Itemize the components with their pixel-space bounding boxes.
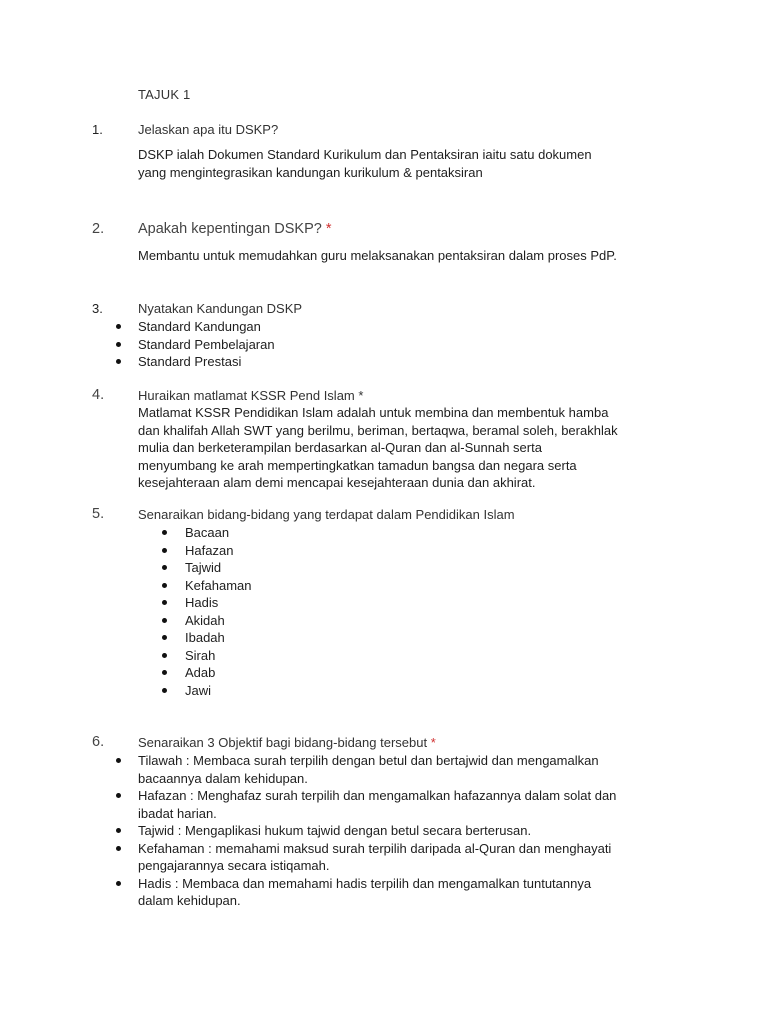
list-item: Standard Kandungan [138,318,275,336]
list-item-line: Hafazan : Menghafaz surah terpilih dan mengamalkan hafazannya dalam solat dan [138,788,617,803]
q4-answer-line: mulia dan berketerampilan berdasarkan al-Quran dan al-Sunnah serta [138,440,542,455]
list-item: Jawi [185,682,252,700]
q5-list [185,524,252,699]
q3-list [138,318,275,371]
q3-question: Nyatakan Kandungan DSKP [138,301,303,316]
list-item: Standard Prestasi [138,353,275,371]
q1-number: 1. [92,122,103,137]
q3-number: 3. [92,301,103,316]
list-item [138,787,698,822]
q4-number: 4. [92,387,105,403]
q2-question-text: Apakah kepentingan DSKP? [138,221,322,237]
list-item-line: pengajarannya secara istiqamah. [138,858,330,873]
required-star: * [430,735,436,750]
list-item-line: Kefahaman : memahami maksud surah terpilih daripada al-Quran dan menghayati [138,840,612,856]
list-item: Ibadah [185,629,252,647]
list-item: Akidah [185,612,252,630]
list-item: Hadis [185,594,252,612]
q2-number: 2. [92,221,105,237]
page-title: TAJUK 1 [138,87,191,102]
list-item [138,875,698,910]
list-item [138,752,698,787]
q1-answer-line: DSKP ialah Dokumen Standard Kurikulum dan Pentaksiran iaitu satu dokumen [138,147,592,162]
list-item: Standard Pembelajaran [138,336,275,352]
q5-number: 5. [92,506,105,522]
q4-answer-line: Matlamat KSSR Pendidikan Islam adalah untuk membina dan membentuk hamba [138,405,609,420]
list-item: Bacaan [185,524,252,542]
q1-question: Jelaskan apa itu DSKP? [138,122,279,137]
q1-answer [138,146,592,181]
list-item-line: dalam kehidupan. [138,893,241,908]
q6-question-text: Senaraikan 3 Objektif bagi bidang-bidang tersebut [138,735,428,750]
list-item: Hafazan [185,542,252,560]
list-item-line: bacaannya dalam kehidupan. [138,770,308,786]
list-item [138,822,698,840]
list-item-line: ibadat harian. [138,805,217,821]
list-item [138,840,698,875]
list-item: Kefahaman [185,577,252,593]
list-item-line: Hadis : Membaca dan memahami hadis terpilih dan mengamalkan tuntutannya [138,875,592,891]
list-item-line: Tilawah : Membaca surah terpilih dengan betul dan bertajwid dan mengamalkan [138,753,599,768]
q6-number: 6. [92,734,105,750]
q6-question [138,735,436,750]
q2-question [138,221,332,237]
required-star: * [325,221,332,237]
q4-answer [138,404,618,492]
q4-answer-line: dan khalifah Allah SWT yang berilmu, beriman, bertaqwa, beramal soleh, berakhlak [138,422,618,438]
q6-list [138,752,698,910]
q4-answer-line: kesejahteraan alam demi mencapai kesejahteraan dunia dan akhirat. [138,475,536,490]
list-item: Adab [185,664,252,682]
list-item-line: Tajwid : Mengaplikasi hukum tajwid dengan betul secara berterusan. [138,823,532,838]
q5-question: Senaraikan bidang-bidang yang terdapat dalam Pendidikan Islam [138,507,515,522]
list-item: Sirah [185,647,252,665]
list-item: Tajwid [185,559,252,577]
q4-question: Huraikan matlamat KSSR Pend Islam * [138,388,364,403]
q4-answer-line: menyumbang ke arah mempertingkatkan tamadun bangsa dan negara serta [138,457,577,473]
q2-answer: Membantu untuk memudahkan guru melaksanakan pentaksiran dalam proses PdP. [138,248,617,263]
q1-answer-line: yang mengintegrasikan kandungan kurikulum & pentaksiran [138,164,483,180]
